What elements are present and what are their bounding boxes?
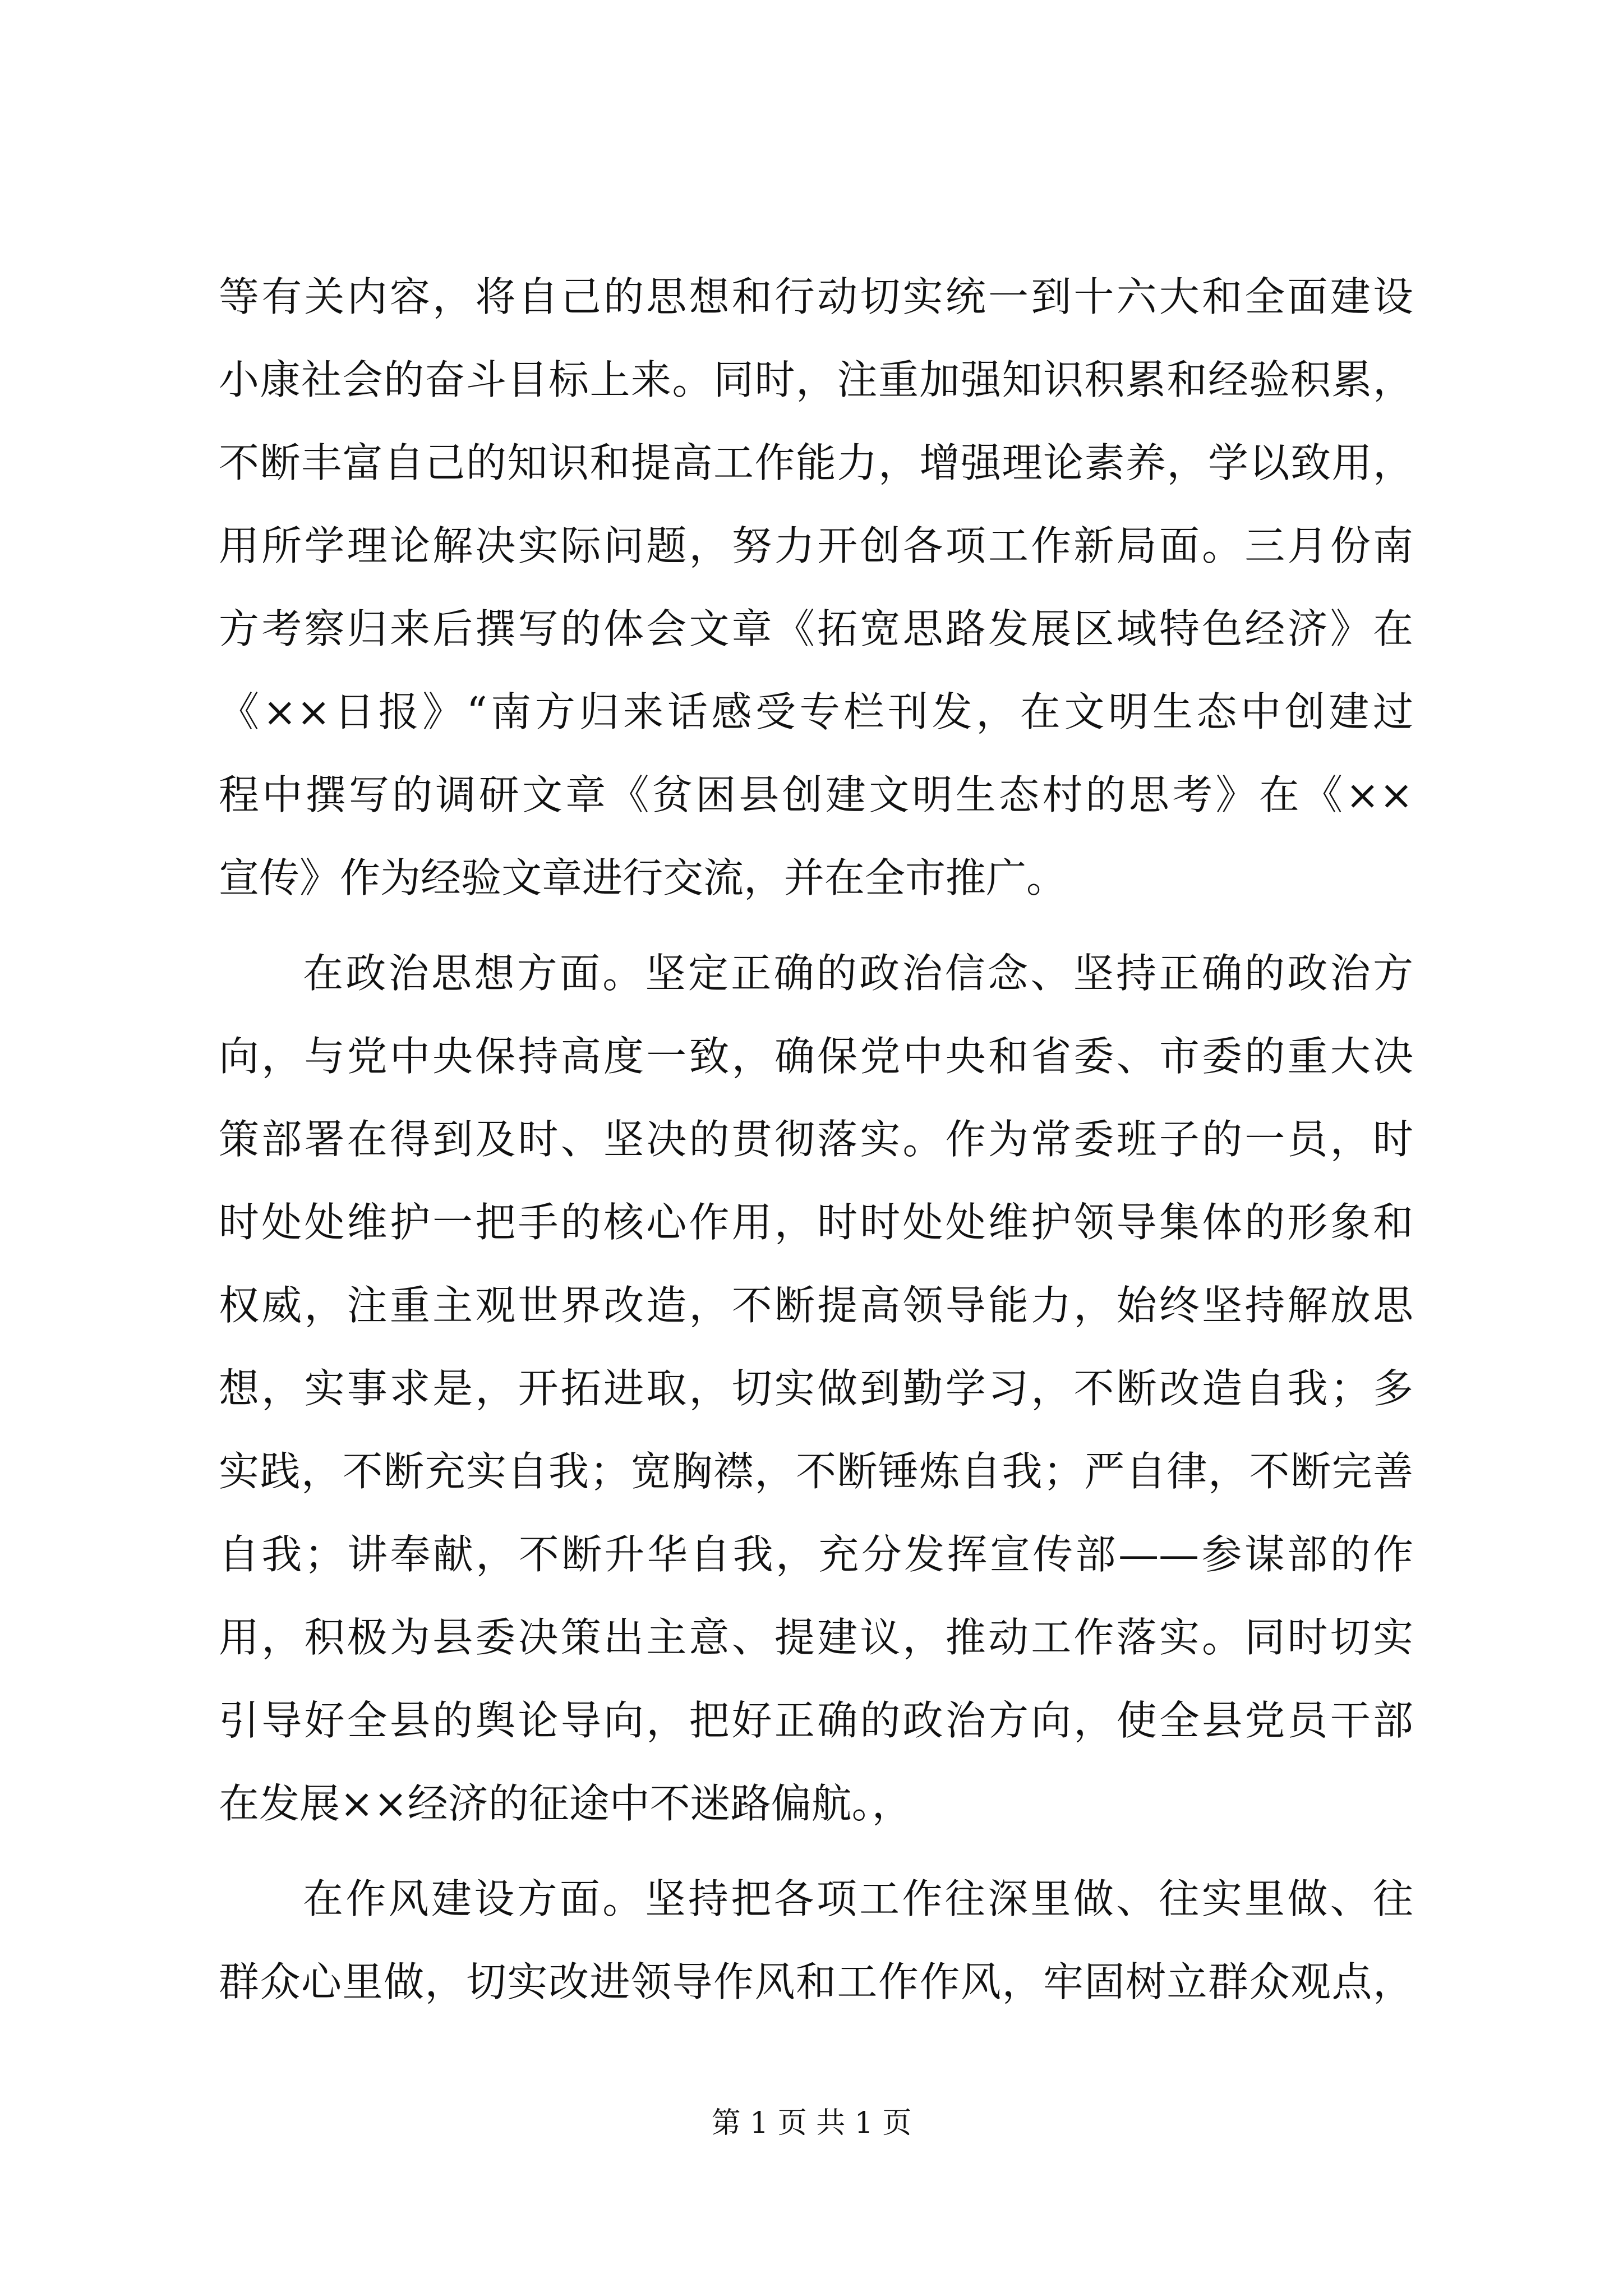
text-line: 小康社会的奋斗目标上来。同时，注重加强知识积累和经验积累， — [219, 356, 1413, 403]
paragraph-first-line: 在作风建设方面。坚持把各项工作往深里做、往实里做、往 — [303, 1875, 1413, 1922]
text-line: 《××日报》“南方归来话感受专栏刊发，在文明生态中创建过 — [219, 688, 1413, 735]
text-line: 用，积极为县委决策出主意、提建议，推动工作落实。同时切实 — [219, 1614, 1413, 1661]
text-line: 在发展××经济的征途中不迷路偏航。， — [219, 1780, 912, 1827]
text-line: 引导好全县的舆论导向，把好正确的政治方向，使全县党员干部 — [219, 1697, 1413, 1744]
paragraph-first-line: 在政治思想方面。坚定正确的政治信念、坚持正确的政治方 — [303, 950, 1413, 997]
text-line: 不断丰富自己的知识和提高工作能力，增强理论素养，学以致用， — [219, 439, 1413, 486]
text-line: 实践，不断充实自我；宽胸襟，不断锤炼自我；严自律，不断完善 — [219, 1448, 1413, 1495]
document-body — [219, 255, 1413, 2023]
text-line: 自我；讲奉献，不断升华自我，充分发挥宣传部——参谋部的作 — [219, 1531, 1413, 1578]
text-line: 群众心里做，切实改进领导作风和工作作风，牢固树立群众观点， — [219, 1958, 1413, 2005]
text-line: 方考察归来后撰写的体会文章《拓宽思路发展区域特色经济》在 — [219, 605, 1413, 652]
text-line: 权威，注重主观世界改造，不断提高领导能力，始终坚持解放思 — [219, 1282, 1413, 1329]
text-line: 程中撰写的调研文章《贫困县创建文明生态村的思考》在《×× — [219, 771, 1413, 818]
text-line: 宣传》作为经验文章进行交流，并在全市推广。 — [219, 854, 1067, 901]
text-line: 向，与党中央保持高度一致，确保党中央和省委、市委的重大决 — [219, 1033, 1413, 1080]
page-footer: 第 1 页 共 1 页 — [711, 2106, 912, 2140]
text-line: 想，实事求是，开拓进取，切实做到勤学习，不断改造自我；多 — [219, 1365, 1413, 1412]
text-line: 用所学理论解决实际问题，努力开创各项工作新局面。三月份南 — [219, 522, 1413, 569]
text-line: 时处处维护一把手的核心作用，时时处处维护领导集体的形象和 — [219, 1199, 1413, 1246]
text-line: 等有关内容，将自己的思想和行动切实统一到十六大和全面建设 — [219, 273, 1413, 320]
text-line: 策部署在得到及时、坚决的贯彻落实。作为常委班子的一员，时 — [219, 1116, 1413, 1163]
